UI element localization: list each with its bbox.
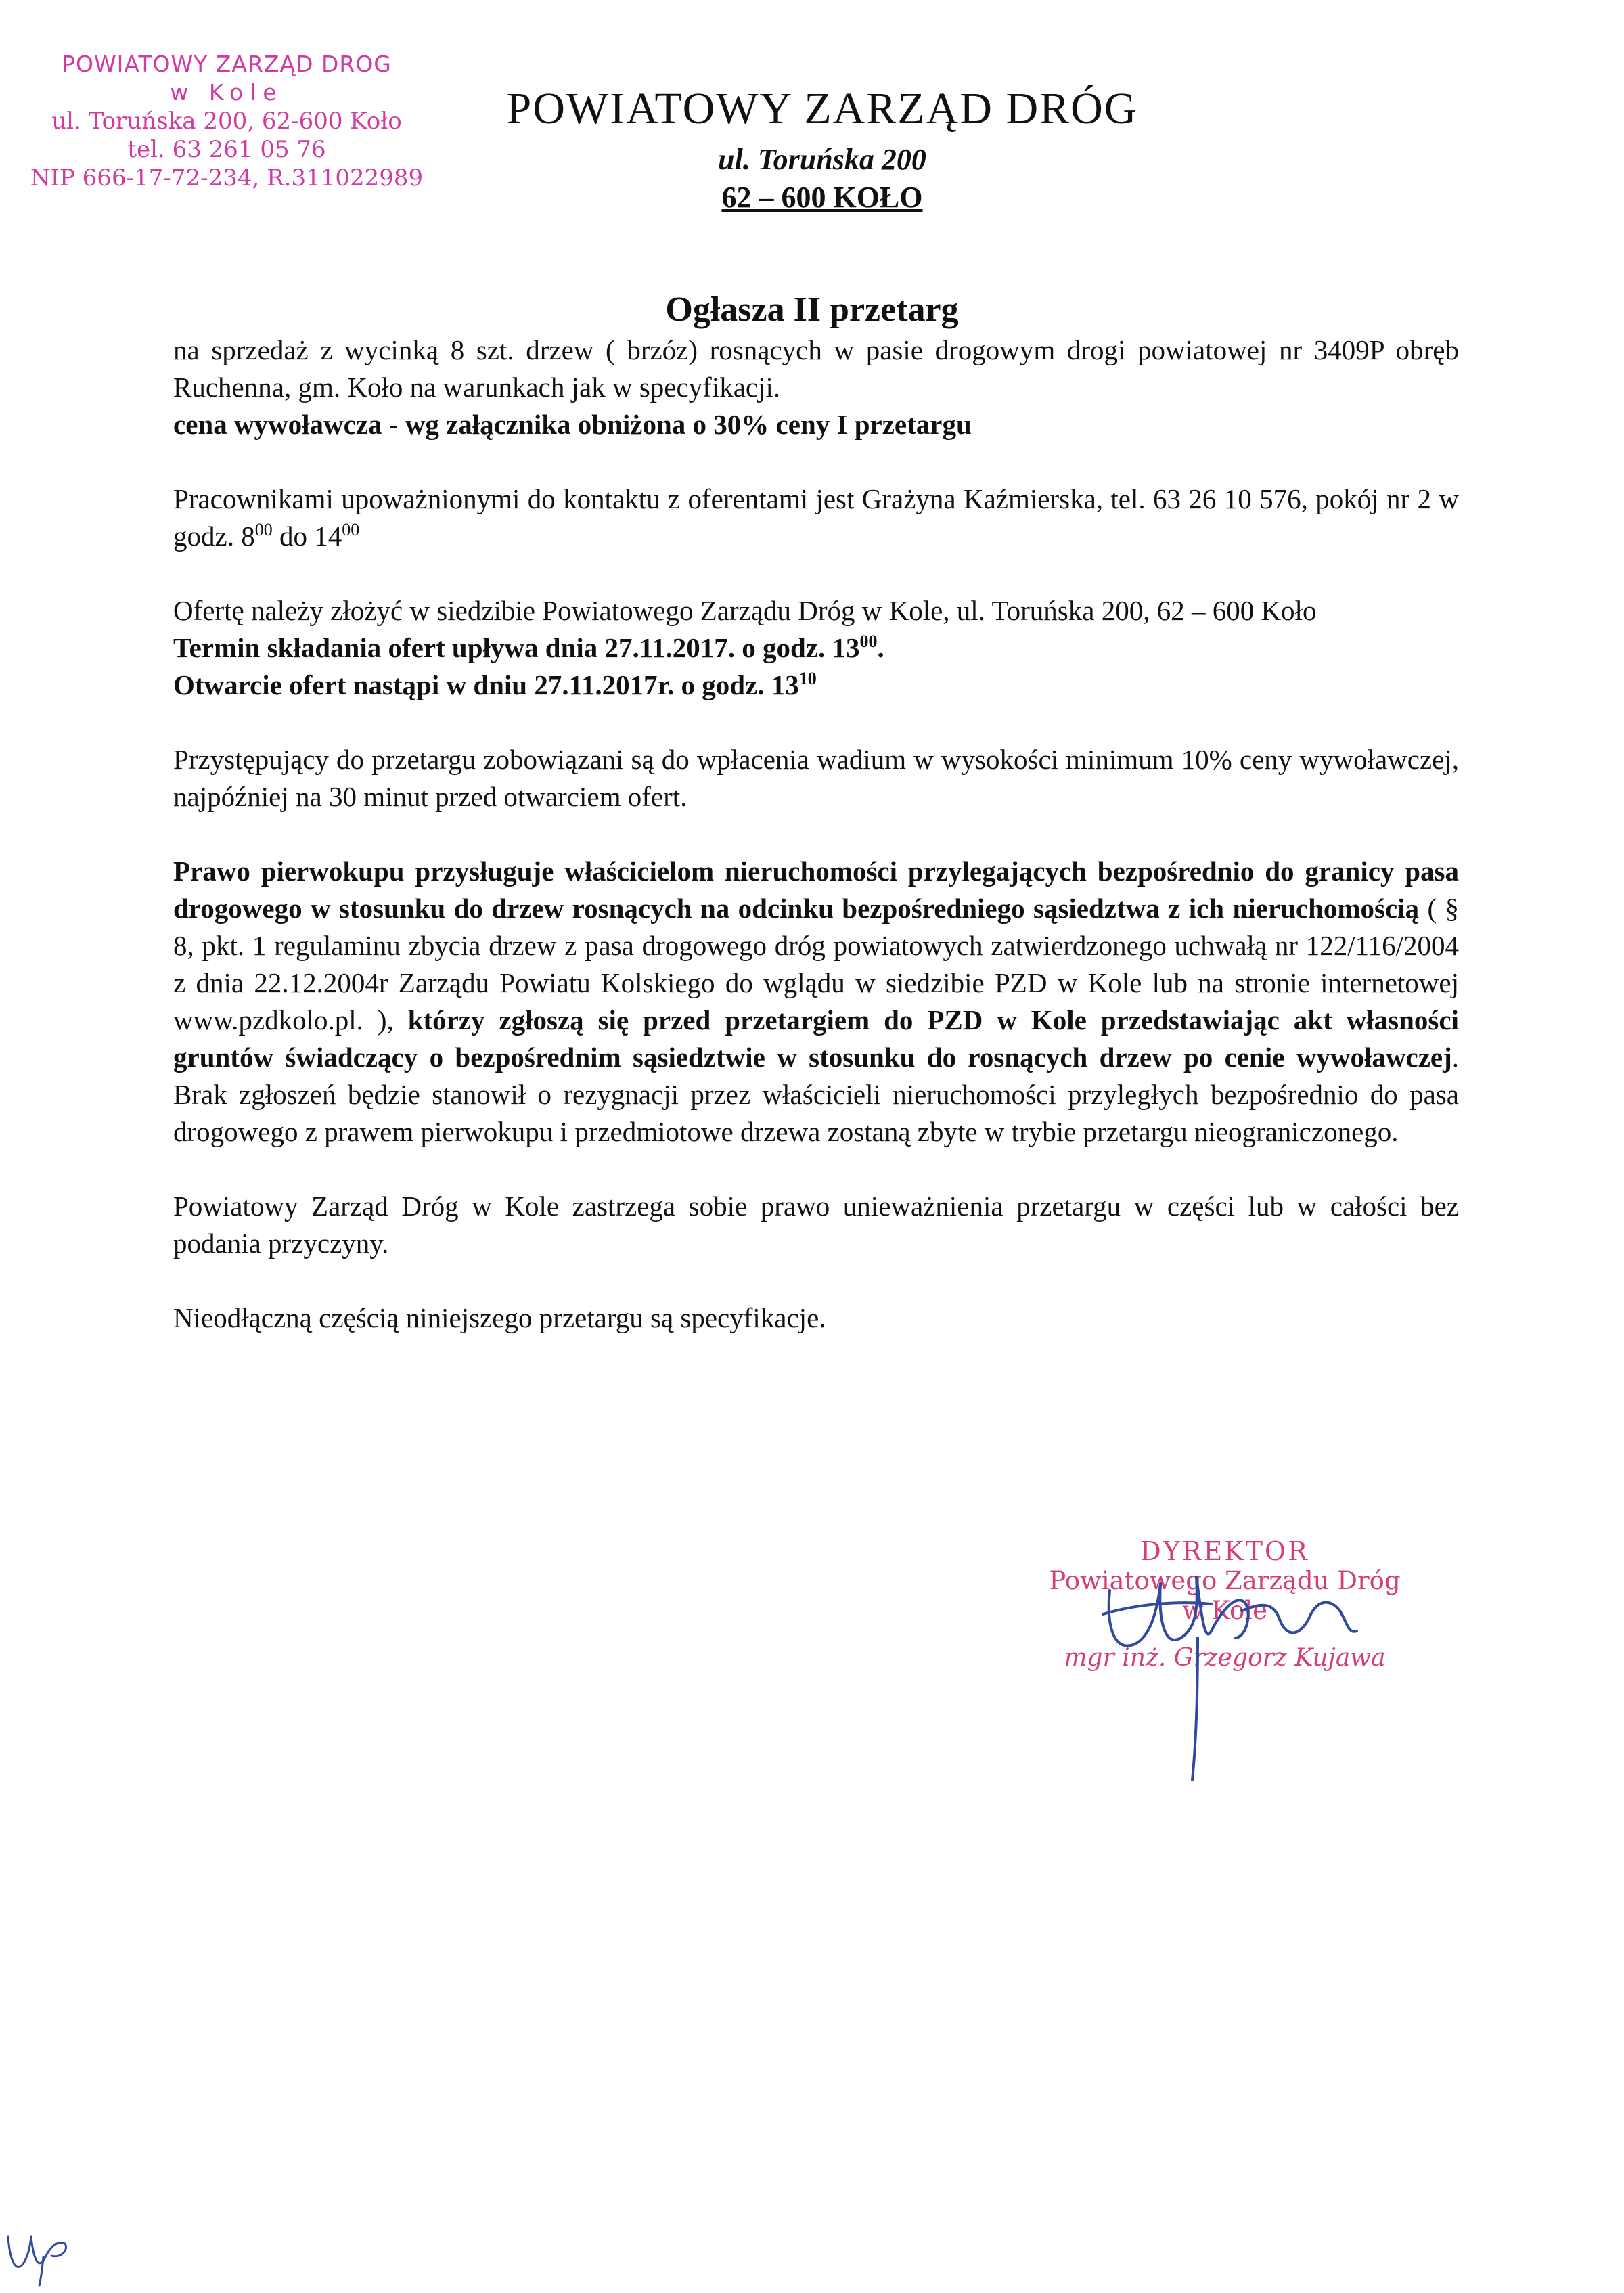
preemption-normal-2: . Brak zgłoszeń będzie stanowił o rezygnacji przez właścicieli nieruchomości przyległych bezpośrednio do pasa drogowego z prawem pierwokupu i przedmiotowe drzewa zostaną zbyte w trybie przetargu nieograniczonego. bbox=[173, 1042, 1459, 1147]
opening-min: 10 bbox=[798, 669, 817, 688]
letterhead-street: ul. Toruńska 200 bbox=[718, 143, 926, 176]
opening-line bbox=[173, 667, 1459, 704]
letterhead bbox=[447, 83, 1198, 217]
handwritten-initials bbox=[3, 2217, 70, 2288]
office-stamp bbox=[7, 50, 447, 192]
contact-text: Pracownikami upoważnionymi do kontaktu z oferentami jest Grażyna Kaźmierska, tel. 63 26 10 576, pokój nr 2 w godz. bbox=[173, 483, 1459, 552]
intro-paragraph: na sprzedaż z wycinką 8 szt. drzew ( brzóz) rosnących w pasie drogowym drogi powiatowej nr 3409P obręb Ruchenna, gm. Koło na warunkach jak w specyfikacji. bbox=[173, 334, 1459, 403]
director-city: w Kole bbox=[1181, 1596, 1268, 1625]
preemption-paragraph bbox=[173, 853, 1459, 1151]
stamp-line-address: ul. Toruńska 200, 62-600 Koło bbox=[51, 108, 402, 135]
stamp-line-city: w Kole bbox=[170, 79, 284, 106]
stamp-line-nip: NIP 666-17-72-234, R.311022989 bbox=[30, 164, 424, 192]
handwritten-signature bbox=[1096, 1536, 1380, 1794]
deadline-text: Termin składania ofert upływa dnia 27.11.2017. o godz. 13 bbox=[173, 632, 860, 663]
opening-text: Otwarcie ofert nastąpi w dniu 27.11.2017r. o godz. 13 bbox=[173, 669, 799, 700]
stamp-line-phone: tel. 63 261 05 76 bbox=[127, 136, 326, 163]
director-name: mgr inż. Grzegorz Kujawa bbox=[1064, 1644, 1386, 1672]
contact-to-word: do bbox=[272, 520, 315, 552]
reservation-paragraph: Powiatowy Zarząd Dróg w Kole zastrzega sobie prawo unieważnienia przetargu w części lub w całości bez podania przyczyny. bbox=[173, 1190, 1459, 1259]
contact-from-min: 00 bbox=[254, 520, 273, 539]
deposit-paragraph: Przystępujący do przetargu zobowiązani są do wpłacenia wadium w wysokości minimum 10% ceny wywoławczej, najpóźniej na 30 minut przed otwarciem ofert. bbox=[173, 744, 1459, 812]
stamp-line-name: POWIATOWY ZARZĄD DROG bbox=[62, 51, 392, 77]
closing-paragraph: Nieodłączną częścią niniejszego przetargu są specyfikacje. bbox=[173, 1302, 826, 1333]
letterhead-title: POWIATOWY ZARZĄD DRÓG bbox=[506, 84, 1138, 133]
price-note bbox=[173, 406, 1459, 443]
preemption-bold-1: Prawo pierwokupu przysługuje właścicielom nieruchomości przylegających bezpośrednio do granicy pasa drogowego w stosunku do drzew rosnących na odcinku bezpośredniego sąsiedztwa z ich nieruchomością bbox=[173, 855, 1459, 924]
offer-place-paragraph: Ofertę należy złożyć w siedzibie Powiatowego Zarządu Dróg w Kole, ul. Toruńska 200, 62 – 600 Koło bbox=[173, 595, 1317, 626]
preemption-bold-2: którzy zgłoszą się przed przetargiem do PZD w Kole przedstawiając akt własności gruntów świadczący o bezpośrednim sąsiedztwie w stosunku do rosnących drzew po cenie wywoławczej bbox=[173, 1004, 1459, 1073]
preemption-normal-1: ( § 8, pkt. 1 regulaminu zbycia drzew z pasa drogowego dróg powiatowych zatwierdzonego uchwałą nr 122/116/2004 z dnia 22.12.2004r Zarządu Powiatu Kolskiego do wglądu w siedzibie PZD w Kole lub na stronie internetowej www.pzdkolo.pl. ), bbox=[173, 893, 1459, 1036]
price-note-text: cena wywoławcza - wg załącznika obniżona o 30% ceny I przetargu bbox=[173, 409, 972, 440]
deadline-end: . bbox=[877, 632, 884, 663]
deadline-min: 00 bbox=[859, 631, 878, 651]
contact-paragraph bbox=[173, 481, 1459, 555]
contact-from-hour: 8 bbox=[241, 520, 255, 552]
letterhead-city: 62 – 600 KOŁO bbox=[721, 181, 923, 214]
director-title: DYREKTOR bbox=[1140, 1536, 1309, 1566]
document-body bbox=[173, 332, 1459, 1337]
contact-to-hour: 14 bbox=[314, 520, 342, 552]
contact-to-min: 00 bbox=[342, 520, 360, 539]
deadline-line bbox=[173, 629, 1459, 667]
director-organization: Powiatowego Zarządu Dróg bbox=[1049, 1566, 1401, 1595]
document-title: Ogłasza II przetarg bbox=[665, 290, 959, 329]
